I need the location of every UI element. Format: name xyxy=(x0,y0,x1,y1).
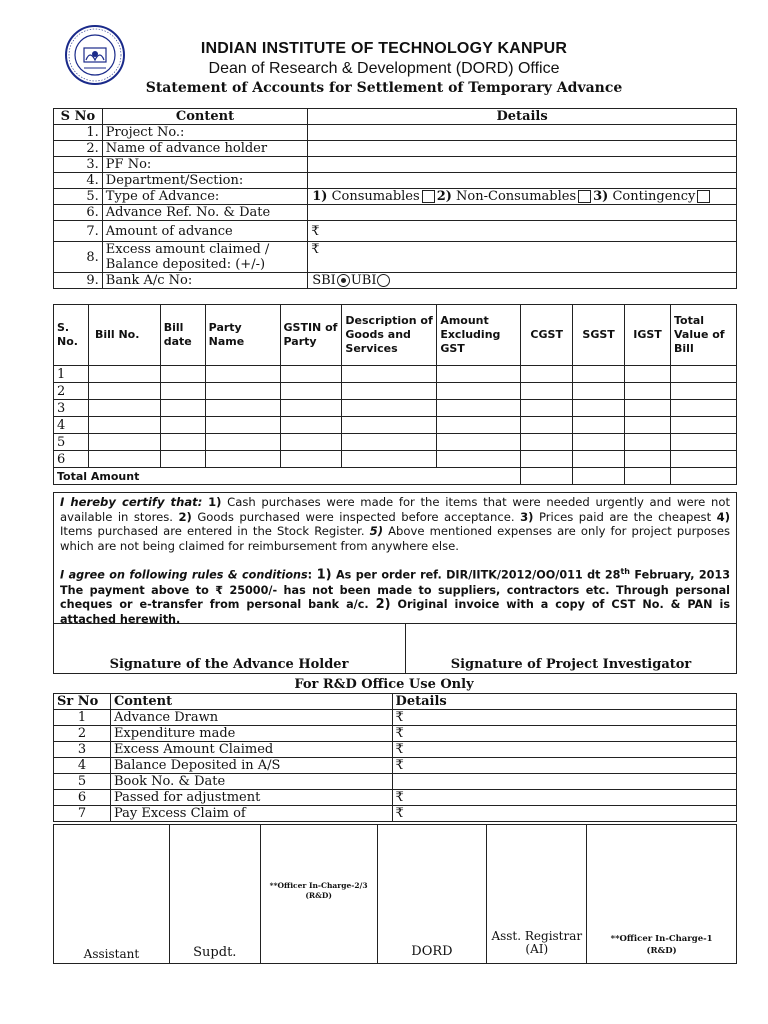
cert-lead: I hereby certify that: xyxy=(60,495,203,509)
row-label: Type of Advance: xyxy=(102,189,307,205)
office-header-row xyxy=(54,694,737,710)
bill-row-number: 4 xyxy=(54,417,89,434)
row-number: 6. xyxy=(54,205,103,221)
advance-ref-field[interactable] xyxy=(308,205,737,221)
row-label: PF No: xyxy=(102,157,307,173)
bill-cell[interactable] xyxy=(671,366,737,383)
col-header-party-name: Party Name xyxy=(205,305,280,366)
advance-holder-signature[interactable]: Signature of the Advance Holder xyxy=(109,657,349,672)
office-row-number: 7 xyxy=(54,806,111,822)
bill-cell[interactable] xyxy=(342,417,437,434)
bill-header-row xyxy=(54,305,737,366)
rule-num: 1) xyxy=(316,568,332,584)
office-row-label: Passed for adjustment xyxy=(110,790,392,806)
col-header-details: Details xyxy=(392,694,736,710)
oic1-line: (R&D) xyxy=(646,946,677,956)
cert-num: 3) xyxy=(520,509,534,524)
rule-text: Original invoice with a copy of CST No. & PAN is attached herewith. xyxy=(60,598,730,626)
bill-cell[interactable] xyxy=(160,366,205,383)
col-header-total-value: Total Value of Bill xyxy=(671,305,737,366)
oic23-signature[interactable] xyxy=(260,825,377,964)
col-header-description: Description of Goods and Services xyxy=(342,305,437,366)
rule-superscript: th xyxy=(620,567,630,577)
bill-row xyxy=(54,417,737,434)
option-number: 3) xyxy=(593,189,609,204)
info-row-name xyxy=(54,141,737,157)
bill-row xyxy=(54,451,737,468)
office-row-value-field[interactable] xyxy=(392,774,736,790)
cert-num: 1) xyxy=(208,495,222,509)
investigator-signature[interactable]: Signature of Project Investigator xyxy=(450,657,692,672)
office-row-number: 3 xyxy=(54,742,111,758)
office-row-number: 4 xyxy=(54,758,111,774)
row-label: Amount of advance xyxy=(102,221,307,242)
col-header-details: Details xyxy=(308,109,737,125)
info-header-row xyxy=(54,109,737,125)
col-header-bill-date: Bill date xyxy=(160,305,205,366)
rules-lead: I agree on following rules & conditions xyxy=(60,569,308,583)
bill-cell[interactable] xyxy=(625,417,671,434)
bill-cell[interactable] xyxy=(573,366,625,383)
cert-num: 4) xyxy=(716,509,731,524)
office-use-table xyxy=(53,693,737,822)
bank-ubi-label: UBI xyxy=(350,273,377,288)
cert-num: 2) xyxy=(178,509,192,524)
office-row-label: Pay Excess Claim of xyxy=(110,806,392,822)
bill-cell[interactable] xyxy=(625,451,671,468)
consumables-checkbox[interactable] xyxy=(422,190,435,203)
bill-row-number: 3 xyxy=(54,400,89,417)
label-line: Balance deposited: (+/-) xyxy=(105,257,266,272)
bill-cell[interactable] xyxy=(521,366,573,383)
bill-cell[interactable] xyxy=(280,383,342,400)
bill-cell[interactable] xyxy=(280,400,342,417)
statement-title: Statement of Accounts for Settlement of Temporary Advance xyxy=(145,80,623,96)
row-number: 9. xyxy=(54,273,103,289)
bill-cell[interactable] xyxy=(160,451,205,468)
bill-cell[interactable] xyxy=(671,383,737,400)
office-row xyxy=(54,726,737,742)
office-row-label: Book No. & Date xyxy=(110,774,392,790)
office-row-number: 2 xyxy=(54,726,111,742)
bill-row-number: 2 xyxy=(54,383,89,400)
bill-cell[interactable] xyxy=(160,417,205,434)
office-row-value-field[interactable]: ₹ xyxy=(392,758,736,774)
bill-cell[interactable] xyxy=(88,400,160,417)
bill-cell[interactable] xyxy=(88,417,160,434)
bill-cell[interactable] xyxy=(205,366,280,383)
col-header-sno: S No xyxy=(54,109,103,125)
bill-cell[interactable] xyxy=(521,400,573,417)
office-row-value-field[interactable]: ₹ xyxy=(392,742,736,758)
bill-rows xyxy=(54,366,737,468)
bill-row xyxy=(54,434,737,451)
bill-cell[interactable] xyxy=(160,400,205,417)
bill-cell[interactable] xyxy=(342,366,437,383)
asst-registrar-signature[interactable] xyxy=(487,825,587,964)
cert-text: Goods purchased were inspected before acceptance. xyxy=(191,509,515,524)
bill-cell[interactable] xyxy=(88,383,160,400)
bill-cell[interactable] xyxy=(521,434,573,451)
contingency-checkbox[interactable] xyxy=(697,190,710,203)
institute-title: INDIAN INSTITUTE OF TECHNOLOGY KANPUR xyxy=(200,40,568,57)
row-label: Advance Ref. No. & Date xyxy=(102,205,307,221)
col-header-content: Content xyxy=(110,694,392,710)
option-non-consumables-label: Non-Consumables xyxy=(456,189,577,204)
bill-cell[interactable] xyxy=(437,417,521,434)
bill-cell[interactable] xyxy=(671,400,737,417)
bill-cell[interactable] xyxy=(205,451,280,468)
advance-holder-field[interactable] xyxy=(308,141,737,157)
bill-row xyxy=(54,366,737,383)
office-row-value-field[interactable]: ₹ xyxy=(392,790,736,806)
cert-num: 5) xyxy=(369,524,384,539)
col-header-sno: S. No. xyxy=(54,305,89,366)
row-label xyxy=(102,242,307,273)
cert-text: Items purchased are entered in the Stock Register. xyxy=(60,524,365,539)
info-row-amount xyxy=(54,221,737,242)
row-label: Name of advance holder xyxy=(102,141,307,157)
bill-cell[interactable] xyxy=(573,400,625,417)
info-row-dept xyxy=(54,173,737,189)
bill-cell[interactable] xyxy=(437,400,521,417)
bill-cell[interactable] xyxy=(160,383,205,400)
oic1-signature[interactable] xyxy=(587,825,737,964)
bill-cell[interactable] xyxy=(280,451,342,468)
rule-text: February, 2013 The payment above to ₹ 25000/- has not been made to suppliers, contractors etc. Through personal cheques or e-transfer from personal bank a/c. xyxy=(60,569,731,612)
bill-cell[interactable] xyxy=(342,400,437,417)
info-row-ref xyxy=(54,205,737,221)
bill-cell[interactable] xyxy=(437,434,521,451)
col-header-bill-no: Bill No. xyxy=(88,305,160,366)
bill-cell[interactable] xyxy=(88,366,160,383)
oic23-line: **Officer In-Charge-2/3 xyxy=(269,881,368,890)
pf-no-field[interactable] xyxy=(308,157,737,173)
total-amount-label: Total Amount xyxy=(54,468,521,485)
office-row-label: Balance Deposited in A/S xyxy=(110,758,392,774)
sbi-radio[interactable] xyxy=(337,274,350,287)
rules-paragraph: I agree on following rules & conditions: 1) As per order ref. DIR/IITK/2012/OO/011 dt 28th February, 2013 The payment above to ₹ 25000/- has not been made to suppliers, contractors etc. Through personal cheques or e-transfer from personal bank a/c. 2) Original invoice with a copy of CST No. & PAN is attached herewith. xyxy=(60,567,731,626)
info-row-excess xyxy=(54,242,737,273)
bank-sbi-label: SBI xyxy=(312,273,336,288)
dord-signature[interactable]: DORD xyxy=(377,825,487,964)
col-header-content: Content xyxy=(102,109,307,125)
bill-cell[interactable] xyxy=(88,434,160,451)
bill-row-number: 6 xyxy=(54,451,89,468)
department-field[interactable] xyxy=(308,173,737,189)
office-row-number: 6 xyxy=(54,790,111,806)
office-row-label: Advance Drawn xyxy=(110,710,392,726)
ubi-radio[interactable] xyxy=(377,274,390,287)
office-row-value-field[interactable]: ₹ xyxy=(392,726,736,742)
bill-total-row xyxy=(54,468,737,485)
bill-cell[interactable] xyxy=(625,434,671,451)
bill-cell[interactable] xyxy=(88,451,160,468)
col-header-amount-ex-gst: Amount Excluding GST xyxy=(437,305,521,366)
bill-cell[interactable] xyxy=(573,434,625,451)
bill-cell[interactable] xyxy=(437,366,521,383)
row-label: Bank A/c No: xyxy=(102,273,307,289)
supdt-signature[interactable]: Supdt. xyxy=(169,825,260,964)
office-row-value-field[interactable]: ₹ xyxy=(392,806,736,822)
bill-cell[interactable] xyxy=(205,400,280,417)
bill-cell[interactable] xyxy=(280,417,342,434)
oic1-line: **Officer In-Charge-1 xyxy=(610,934,713,944)
approval-table xyxy=(53,824,737,964)
bill-row-number: 5 xyxy=(54,434,89,451)
bill-cell[interactable] xyxy=(625,366,671,383)
bill-row-number: 1 xyxy=(54,366,89,383)
office-row-label: Expenditure made xyxy=(110,726,392,742)
col-header-sr-no: Sr No xyxy=(54,694,111,710)
total-igst-cell[interactable] xyxy=(625,468,671,485)
office-title: Dean of Research & Development (DORD) Office xyxy=(208,60,560,77)
bill-cell[interactable] xyxy=(160,434,205,451)
assistant-signature[interactable]: Assistant xyxy=(54,825,170,964)
bill-cell[interactable] xyxy=(342,434,437,451)
row-label: Project No.: xyxy=(102,125,307,141)
cert-text: Prices paid are the cheapest xyxy=(533,509,712,524)
row-number: 4. xyxy=(54,173,103,189)
total-sgst-cell[interactable] xyxy=(573,468,625,485)
bill-cell[interactable] xyxy=(671,417,737,434)
row-number: 5. xyxy=(54,189,103,205)
certification-block xyxy=(53,492,737,624)
advance-type-options xyxy=(308,189,737,205)
bill-row xyxy=(54,383,737,400)
bill-cell[interactable] xyxy=(573,383,625,400)
amount-of-advance-field[interactable]: ₹ xyxy=(308,221,737,242)
office-row xyxy=(54,710,737,726)
bill-cell[interactable] xyxy=(671,451,737,468)
office-row-number: 1 xyxy=(54,710,111,726)
bill-cell[interactable] xyxy=(625,400,671,417)
col-header-sgst: SGST xyxy=(573,305,625,366)
rule-text: As per order ref. DIR/IITK/2012/OO/011 dt 28 xyxy=(331,569,621,583)
non-consumables-checkbox[interactable] xyxy=(578,190,591,203)
office-row xyxy=(54,758,737,774)
option-number: 2) xyxy=(436,189,452,204)
bill-cell[interactable] xyxy=(205,383,280,400)
oic23-line: (R&D) xyxy=(305,891,332,900)
office-row-label: Excess Amount Claimed xyxy=(110,742,392,758)
bill-table xyxy=(53,304,737,485)
label-line: Excess amount claimed / xyxy=(105,242,270,257)
row-label: Department/Section: xyxy=(102,173,307,189)
ar-line: (AI) xyxy=(525,942,549,956)
info-row-pf xyxy=(54,157,737,173)
info-row-type xyxy=(54,189,737,205)
bill-cell[interactable] xyxy=(437,383,521,400)
office-row xyxy=(54,790,737,806)
approval-row xyxy=(54,825,737,964)
bill-cell[interactable] xyxy=(342,451,437,468)
bill-cell[interactable] xyxy=(625,383,671,400)
office-rows xyxy=(54,710,737,822)
info-table xyxy=(53,108,737,289)
col-header-gstin: GSTIN of Party xyxy=(280,305,342,366)
bill-cell[interactable] xyxy=(280,366,342,383)
col-header-cgst: CGST xyxy=(521,305,573,366)
rule-num: 2) xyxy=(375,597,391,613)
row-number: 7. xyxy=(54,221,103,242)
bill-cell[interactable] xyxy=(342,383,437,400)
row-number: 3. xyxy=(54,157,103,173)
bill-cell[interactable] xyxy=(521,451,573,468)
bank-options xyxy=(308,273,737,289)
info-row-bank xyxy=(54,273,737,289)
office-use-title: For R&D Office Use Only xyxy=(294,677,474,692)
row-number: 2. xyxy=(54,141,103,157)
bill-cell[interactable] xyxy=(521,417,573,434)
bill-cell[interactable] xyxy=(205,434,280,451)
bill-cell[interactable] xyxy=(671,434,737,451)
total-cgst-cell[interactable] xyxy=(521,468,573,485)
office-row-number: 5 xyxy=(54,774,111,790)
option-consumables-label: Consumables xyxy=(331,189,420,204)
bill-cell[interactable] xyxy=(280,434,342,451)
bill-cell[interactable] xyxy=(573,451,625,468)
bill-cell[interactable] xyxy=(521,383,573,400)
office-row xyxy=(54,774,737,790)
option-number: 1) xyxy=(312,189,328,204)
office-row xyxy=(54,806,737,822)
ar-line: Asst. Registrar xyxy=(491,929,583,943)
bill-row xyxy=(54,400,737,417)
excess-amount-field[interactable]: ₹ xyxy=(308,242,737,273)
col-header-igst: IGST xyxy=(625,305,671,366)
office-row-value-field[interactable]: ₹ xyxy=(392,710,736,726)
bill-cell[interactable] xyxy=(205,417,280,434)
office-row xyxy=(54,742,737,758)
option-contingency-label: Contingency xyxy=(612,189,696,204)
total-value-cell[interactable] xyxy=(671,468,737,485)
bill-cell[interactable] xyxy=(437,451,521,468)
bill-cell[interactable] xyxy=(573,417,625,434)
info-row-project xyxy=(54,125,737,141)
certification-paragraph xyxy=(60,495,730,553)
row-number: 1. xyxy=(54,125,103,141)
cert-text: Above mentioned expenses are only for project purposes which are not being claimed for reimbursement from anywhere else. xyxy=(60,524,730,553)
cert-text: Cash purchases were made for the items that were needed urgently and were not available in stores. xyxy=(60,495,730,524)
project-no-field[interactable] xyxy=(308,125,737,141)
row-number: 8. xyxy=(54,242,103,273)
